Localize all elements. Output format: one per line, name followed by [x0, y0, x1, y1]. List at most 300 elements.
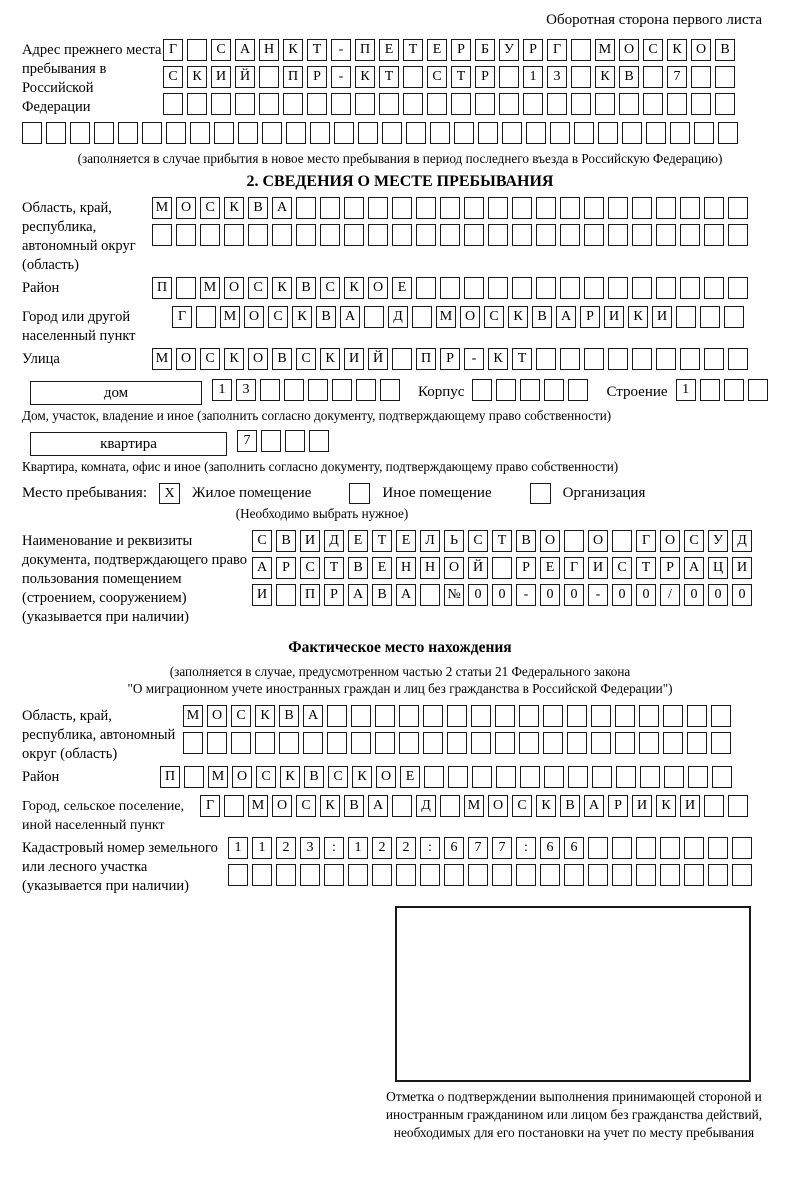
char-cell: С — [320, 277, 340, 299]
char-cell — [732, 864, 752, 886]
char-cell — [715, 93, 735, 115]
char-cell: Р — [580, 306, 600, 328]
char-cell — [351, 732, 371, 754]
char-cell — [608, 277, 628, 299]
char-cell — [238, 122, 258, 144]
char-cell: 1 — [252, 837, 272, 859]
char-cell — [711, 732, 731, 754]
char-cell — [379, 93, 399, 115]
char-cell — [700, 306, 720, 328]
char-cell — [519, 705, 539, 727]
char-cell: Д — [388, 306, 408, 328]
char-cell — [303, 732, 323, 754]
char-cell: / — [660, 584, 680, 606]
char-cell: М — [152, 197, 172, 219]
char-cell — [320, 224, 340, 246]
char-cell: К — [283, 39, 303, 61]
char-cell: - — [516, 584, 536, 606]
char-row — [200, 795, 778, 822]
char-cell: 7 — [237, 430, 257, 452]
stay-type-label: Место пребывания: — [22, 485, 147, 501]
char-cell — [327, 705, 347, 727]
char-cell — [687, 732, 707, 754]
char-cell: К — [628, 306, 648, 328]
char-cell: В — [348, 557, 368, 579]
char-cell — [332, 379, 352, 401]
field-district — [22, 277, 778, 304]
char-cell: И — [732, 557, 752, 579]
char-cell — [536, 277, 556, 299]
char-cell — [214, 122, 234, 144]
char-cell — [488, 197, 508, 219]
char-cell — [492, 864, 512, 886]
char-cell: Е — [348, 530, 368, 552]
char-cell — [656, 197, 676, 219]
char-cell: Р — [608, 795, 628, 817]
char-cell: Д — [416, 795, 436, 817]
char-cell — [334, 122, 354, 144]
char-cell: Р — [451, 39, 471, 61]
korpus-cells — [472, 379, 592, 406]
char-cell — [440, 277, 460, 299]
field-actual-region — [22, 705, 778, 764]
stay-type-note: (Необходимо выбрать нужное) — [235, 506, 409, 521]
char-cell: Е — [427, 39, 447, 61]
char-cell: Е — [392, 277, 412, 299]
char-cell — [691, 93, 711, 115]
char-cell — [656, 348, 676, 370]
char-cell — [526, 122, 546, 144]
char-cell: И — [252, 584, 272, 606]
char-cell — [543, 732, 563, 754]
char-cell — [680, 224, 700, 246]
char-cell: Т — [512, 348, 532, 370]
char-cell: Р — [475, 66, 495, 88]
char-cell: С — [643, 39, 663, 61]
char-cell — [420, 584, 440, 606]
char-cell — [320, 197, 340, 219]
char-cell — [660, 864, 680, 886]
char-cell: О — [488, 795, 508, 817]
char-cell: Р — [307, 66, 327, 88]
char-cell: - — [331, 39, 351, 61]
char-cell: 7 — [468, 837, 488, 859]
char-cell — [231, 732, 251, 754]
char-cell — [412, 306, 432, 328]
char-cell — [255, 732, 275, 754]
char-cell: Е — [372, 557, 392, 579]
apartment-type-box: квартира — [30, 432, 227, 456]
section-2-title: 2. СВЕДЕНИЯ О МЕСТЕ ПРЕБЫВАНИЯ — [246, 173, 554, 190]
char-row — [228, 837, 778, 864]
char-cell: А — [368, 795, 388, 817]
char-cell — [228, 864, 248, 886]
char-row — [252, 584, 778, 611]
char-cell — [728, 795, 748, 817]
house-row — [30, 379, 778, 406]
char-cell — [564, 864, 584, 886]
char-cell — [472, 766, 492, 788]
char-cell: О — [540, 530, 560, 552]
char-cell: 0 — [540, 584, 560, 606]
char-cell — [732, 837, 752, 859]
char-cell: К — [187, 66, 207, 88]
char-cell: : — [516, 837, 536, 859]
char-cell — [571, 39, 591, 61]
char-cell: С — [268, 306, 288, 328]
char-cell: 3 — [547, 66, 567, 88]
char-cell: А — [684, 557, 704, 579]
char-cell: К — [224, 197, 244, 219]
char-cell: О — [376, 766, 396, 788]
char-cell: 0 — [732, 584, 752, 606]
char-cell: С — [163, 66, 183, 88]
char-cell — [420, 864, 440, 886]
char-cell: Р — [523, 39, 543, 61]
char-cell: 7 — [667, 66, 687, 88]
char-cell — [468, 864, 488, 886]
region-label: Область, край, республика, автономный округ (область) — [22, 200, 136, 273]
char-cell: С — [200, 348, 220, 370]
char-cell — [344, 224, 364, 246]
char-cell: К — [355, 66, 375, 88]
char-cell — [324, 864, 344, 886]
char-cell — [464, 197, 484, 219]
char-cell — [512, 197, 532, 219]
char-cell: Г — [636, 530, 656, 552]
char-cell: 1 — [348, 837, 368, 859]
char-cell — [711, 705, 731, 727]
char-cell — [616, 766, 636, 788]
stamp-caption: Отметка о подтверждении выполнения принимающей стороной и иностранным гражданином или лицом без гражданства действий, необходимых для его постановки на учет по месту пребывания — [385, 1089, 763, 1140]
char-cell — [574, 122, 594, 144]
char-row — [163, 39, 778, 66]
char-cell: С — [427, 66, 447, 88]
char-cell — [724, 379, 744, 401]
char-cell — [540, 864, 560, 886]
char-cell — [632, 277, 652, 299]
char-cell: С — [468, 530, 488, 552]
char-cell — [94, 122, 114, 144]
char-cell — [471, 732, 491, 754]
char-cell: Е — [396, 530, 416, 552]
char-cell: В — [248, 197, 268, 219]
char-cell — [588, 864, 608, 886]
char-cell — [544, 379, 564, 401]
char-cell — [684, 837, 704, 859]
char-row — [228, 864, 778, 891]
char-cell — [430, 122, 450, 144]
char-cell — [454, 122, 474, 144]
char-cell: 1 — [228, 837, 248, 859]
char-cell: Д — [324, 530, 344, 552]
actual-region-label: Область, край, республика, автономный округ (область) — [22, 708, 176, 762]
char-cell: К — [280, 766, 300, 788]
char-cell: О — [660, 530, 680, 552]
char-cell: П — [160, 766, 180, 788]
char-cell: С — [684, 530, 704, 552]
char-cell — [235, 93, 255, 115]
char-row — [252, 530, 778, 557]
char-cell: Т — [379, 66, 399, 88]
char-row — [152, 277, 778, 304]
char-cell — [211, 93, 231, 115]
char-cell — [712, 766, 732, 788]
char-cell — [262, 122, 282, 144]
char-cell: С — [200, 197, 220, 219]
char-cell — [471, 705, 491, 727]
char-cell — [308, 379, 328, 401]
char-cell — [163, 93, 183, 115]
char-cell: Р — [324, 584, 344, 606]
char-cell — [632, 348, 652, 370]
stamp-box — [395, 906, 751, 1082]
char-cell — [423, 732, 443, 754]
char-cell — [406, 122, 426, 144]
char-cell: О — [176, 197, 196, 219]
house-caption: Дом, участок, владение и иное (заполнить согласно документу, подтверждающему право собственности) — [22, 408, 612, 423]
char-cell — [584, 224, 604, 246]
char-cell: П — [416, 348, 436, 370]
char-cell: К — [656, 795, 676, 817]
char-cell — [444, 864, 464, 886]
char-cell: В — [715, 39, 735, 61]
char-cell — [310, 122, 330, 144]
char-cell: В — [304, 766, 324, 788]
char-cell — [296, 197, 316, 219]
char-cell — [260, 379, 280, 401]
char-cell — [680, 277, 700, 299]
char-cell — [46, 122, 66, 144]
char-cell: А — [584, 795, 604, 817]
char-cell — [331, 93, 351, 115]
char-cell — [568, 379, 588, 401]
char-cell — [728, 224, 748, 246]
char-cell — [663, 705, 683, 727]
char-cell — [728, 197, 748, 219]
char-cell: О — [232, 766, 252, 788]
char-cell — [176, 277, 196, 299]
char-cell — [516, 864, 536, 886]
char-cell — [550, 122, 570, 144]
char-cell — [309, 430, 329, 452]
char-cell — [495, 732, 515, 754]
char-cell: В — [532, 306, 552, 328]
char-cell: М — [200, 277, 220, 299]
char-cell — [392, 197, 412, 219]
char-cell — [595, 93, 615, 115]
char-cell: С — [484, 306, 504, 328]
char-cell: П — [283, 66, 303, 88]
char-cell: В — [276, 530, 296, 552]
char-cell — [424, 766, 444, 788]
char-cell — [704, 795, 724, 817]
house-number-cells — [212, 379, 404, 406]
char-cell — [704, 348, 724, 370]
char-cell: О — [588, 530, 608, 552]
char-cell — [488, 277, 508, 299]
char-cell: 1 — [676, 379, 696, 401]
char-cell — [403, 66, 423, 88]
char-cell — [704, 197, 724, 219]
char-cell: У — [499, 39, 519, 61]
char-cell — [190, 122, 210, 144]
char-cell — [307, 93, 327, 115]
char-cell — [399, 732, 419, 754]
char-row — [172, 306, 778, 333]
char-cell: С — [612, 557, 632, 579]
char-cell: О — [272, 795, 292, 817]
actual-location-caption-2: "О миграционном учете иностранных граждан и лиц без гражданства в Российской Федерации") — [127, 681, 673, 696]
char-cell — [615, 732, 635, 754]
char-cell: К — [536, 795, 556, 817]
char-row — [152, 197, 778, 224]
char-cell: 1 — [523, 66, 543, 88]
district-label: Район — [22, 280, 60, 296]
char-cell: П — [355, 39, 375, 61]
char-cell — [472, 379, 492, 401]
char-cell: П — [152, 277, 172, 299]
char-cell — [640, 766, 660, 788]
char-cell — [142, 122, 162, 144]
char-cell: Й — [235, 66, 255, 88]
char-cell — [520, 379, 540, 401]
prev-address-label: Адрес прежнего места пребывания в Российской Федерации — [22, 42, 162, 115]
char-cell — [375, 732, 395, 754]
char-cell: К — [595, 66, 615, 88]
char-cell — [694, 122, 714, 144]
char-cell: А — [556, 306, 576, 328]
char-cell — [355, 93, 375, 115]
apartment-caption: Квартира, комната, офис и иное (заполнить согласно документу, подтверждающему право собственности) — [22, 459, 619, 474]
char-cell: И — [604, 306, 624, 328]
char-cell — [636, 864, 656, 886]
char-cell: И — [680, 795, 700, 817]
char-cell — [368, 224, 388, 246]
char-cell — [284, 379, 304, 401]
char-cell: Ь — [444, 530, 464, 552]
char-cell — [276, 864, 296, 886]
char-cell: К — [320, 795, 340, 817]
char-cell: Т — [403, 39, 423, 61]
char-cell: А — [252, 557, 272, 579]
char-cell — [166, 122, 186, 144]
char-cell — [224, 795, 244, 817]
char-cell: А — [272, 197, 292, 219]
char-cell: 6 — [444, 837, 464, 859]
char-cell — [187, 93, 207, 115]
char-cell — [728, 348, 748, 370]
char-cell — [348, 864, 368, 886]
char-cell: 6 — [540, 837, 560, 859]
char-cell: Й — [368, 348, 388, 370]
char-cell — [676, 306, 696, 328]
char-cell: 2 — [396, 837, 416, 859]
char-cell: Д — [732, 530, 752, 552]
char-cell — [176, 224, 196, 246]
char-cell: Г — [163, 39, 183, 61]
field-street — [22, 348, 778, 375]
field-actual-district — [22, 766, 778, 793]
header-note: Оборотная сторона первого листа — [546, 12, 762, 28]
char-cell — [715, 66, 735, 88]
char-cell: С — [211, 39, 231, 61]
checkbox-residential: X — [159, 483, 180, 504]
char-cell — [351, 705, 371, 727]
char-cell — [691, 66, 711, 88]
char-cell: С — [328, 766, 348, 788]
char-cell: А — [303, 705, 323, 727]
char-cell: 0 — [468, 584, 488, 606]
char-cell: 2 — [276, 837, 296, 859]
char-cell: И — [588, 557, 608, 579]
char-cell: В — [316, 306, 336, 328]
cadastre-label: Кадастровый номер земельного или лесного участка (указывается при наличии) — [22, 840, 218, 894]
char-cell: Е — [540, 557, 560, 579]
char-cell — [687, 705, 707, 727]
option-residential-label: Жилое помещение — [192, 485, 312, 501]
char-cell: М — [208, 766, 228, 788]
char-cell: К — [667, 39, 687, 61]
house-type-box: дом — [30, 381, 202, 405]
char-row — [183, 732, 778, 759]
char-cell — [440, 197, 460, 219]
char-cell — [207, 732, 227, 754]
char-cell — [440, 795, 460, 817]
char-cell — [403, 93, 423, 115]
char-cell — [184, 766, 204, 788]
char-cell — [643, 66, 663, 88]
char-cell — [196, 306, 216, 328]
char-cell — [252, 864, 272, 886]
char-cell: С — [248, 277, 268, 299]
char-cell: 2 — [372, 837, 392, 859]
char-cell: С — [300, 557, 320, 579]
char-cell — [300, 864, 320, 886]
char-cell — [688, 766, 708, 788]
char-cell — [285, 430, 305, 452]
char-cell — [639, 732, 659, 754]
stay-type-row — [22, 483, 778, 504]
char-cell: 0 — [564, 584, 584, 606]
actual-city-label: Город, сельское поселение, иной населенный пункт — [22, 799, 185, 833]
char-cell — [612, 530, 632, 552]
char-cell: Г — [564, 557, 584, 579]
char-cell — [440, 224, 460, 246]
char-cell — [492, 557, 512, 579]
char-cell — [364, 306, 384, 328]
char-cell: 1 — [212, 379, 232, 401]
char-cell — [70, 122, 90, 144]
char-cell: 0 — [612, 584, 632, 606]
char-cell — [399, 705, 419, 727]
city-label: Город или другой населенный пункт — [22, 309, 136, 344]
option-organization-label: Организация — [562, 485, 646, 501]
char-cell — [708, 837, 728, 859]
char-cell: В — [516, 530, 536, 552]
char-cell — [622, 122, 642, 144]
char-cell: В — [372, 584, 392, 606]
char-cell: С — [231, 705, 251, 727]
char-cell — [447, 732, 467, 754]
char-cell: К — [224, 348, 244, 370]
char-cell: О — [460, 306, 480, 328]
char-cell — [584, 277, 604, 299]
char-cell: Н — [259, 39, 279, 61]
char-cell — [448, 766, 468, 788]
char-cell: - — [464, 348, 484, 370]
char-cell — [368, 197, 388, 219]
